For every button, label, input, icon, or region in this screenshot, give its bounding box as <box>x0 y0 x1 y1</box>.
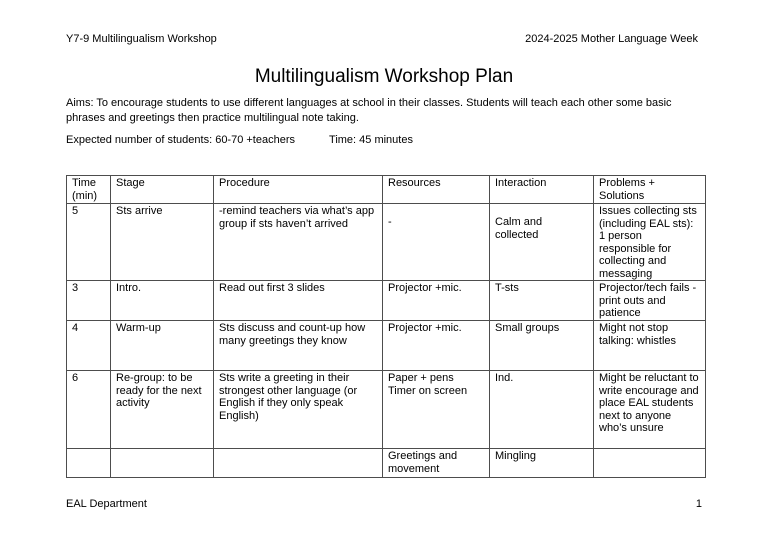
cell-time: 4 <box>67 321 111 371</box>
header-left-text: Y7-9 Multilingualism Workshop <box>66 33 217 45</box>
footer-department: EAL Department <box>66 498 147 510</box>
cell-resources <box>383 204 490 281</box>
cell-interaction: Small groups <box>490 321 594 371</box>
workshop-time: Time: 45 minutes <box>329 134 413 146</box>
cell-stage: Warm-up <box>111 321 214 371</box>
table-row <box>67 371 706 449</box>
workshop-plan-table <box>66 175 706 478</box>
cell-stage: Sts arrive <box>111 204 214 281</box>
cell-procedure: -remind teachers via what’s app group if sts haven’t arrived <box>214 204 383 281</box>
cell-time: 5 <box>67 204 111 281</box>
expected-line <box>66 134 413 147</box>
cell-interaction: T-sts <box>490 281 594 321</box>
table-row <box>67 281 706 321</box>
cell-problems: Issues collecting sts (including EAL sts): 1 person responsible for collecting and messaging <box>594 204 706 281</box>
table-row <box>67 204 706 281</box>
cell-stage: Intro. <box>111 281 214 321</box>
cell-interaction <box>490 204 594 281</box>
cell-resources: Greetings and movement <box>383 449 490 478</box>
table-row <box>67 449 706 478</box>
cell-problems <box>594 449 706 478</box>
cell-problems: Might be reluctant to write encourage and place EAL students next to anyone who’s unsure <box>594 371 706 449</box>
cell-resources: Paper + pens Timer on screen <box>383 371 490 449</box>
cell-interaction: Ind. <box>490 371 594 449</box>
header-cell-stage: Stage <box>111 176 214 204</box>
cell-procedure: Sts discuss and count-up how many greetings they know <box>214 321 383 371</box>
cell-interaction-text: Calm and collected <box>495 216 543 241</box>
header-cell-procedure: Procedure <box>214 176 383 204</box>
header-right-text: 2024-2025 Mother Language Week <box>525 33 698 45</box>
cell-time: 6 <box>67 371 111 449</box>
table-header-row <box>67 176 706 204</box>
cell-interaction: Mingling <box>490 449 594 478</box>
header-cell-resources: Resources <box>383 176 490 204</box>
cell-procedure <box>214 449 383 478</box>
cell-resources-text: - <box>388 216 392 228</box>
cell-procedure: Read out first 3 slides <box>214 281 383 321</box>
cell-resources: Projector +mic. <box>383 281 490 321</box>
header-cell-time: Time (min) <box>67 176 111 204</box>
cell-time: 3 <box>67 281 111 321</box>
cell-stage <box>111 449 214 478</box>
table-row <box>67 321 706 371</box>
header-cell-problems: Problems + Solutions <box>594 176 706 204</box>
aims-paragraph: Aims: To encourage students to use different languages at school in their classes. Students will teach each other some basic phrases and greetings then practice multilingual note taking. <box>66 97 672 124</box>
document-title: Multilingualism Workshop Plan <box>254 66 514 87</box>
cell-problems: Might not stop talking: whistles <box>594 321 706 371</box>
cell-resources: Projector +mic. <box>383 321 490 371</box>
cell-time <box>67 449 111 478</box>
header-cell-interaction: Interaction <box>490 176 594 204</box>
expected-students: Expected number of students: 60-70 +teachers <box>66 134 296 146</box>
cell-problems: Projector/tech fails -print outs and patience <box>594 281 706 321</box>
cell-procedure: Sts write a greeting in their strongest other language (or English if they only speak English) <box>214 371 383 449</box>
footer-page-number: 1 <box>695 498 702 510</box>
cell-stage: Re-group: to be ready for the next activity <box>111 371 214 449</box>
